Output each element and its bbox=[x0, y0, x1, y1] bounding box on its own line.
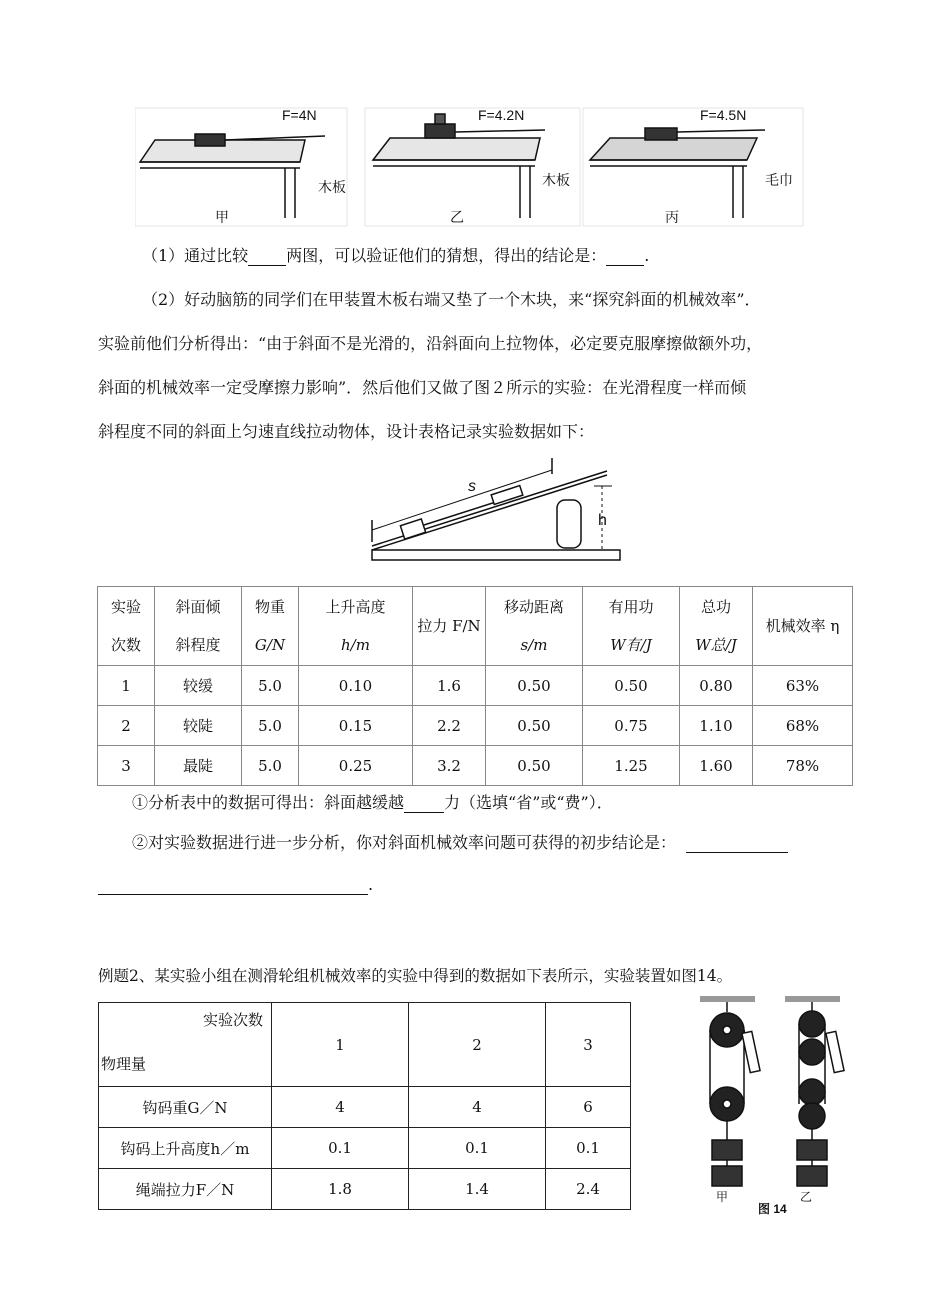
pulley-label-right: 乙 bbox=[800, 1190, 813, 1204]
table-cell: 6 bbox=[546, 1087, 631, 1128]
q1-part-c: . bbox=[644, 246, 650, 265]
question-2-line-2: 实验前他们分析得出：“由于斜面不是光滑的，沿斜面向上拉物体，必定要克服摩擦做额外功， bbox=[98, 334, 763, 353]
table-cell: 4 bbox=[409, 1087, 546, 1128]
figure-14-caption: 图 14 bbox=[758, 1202, 787, 1216]
pulley-label-left: 甲 bbox=[716, 1190, 729, 1204]
q1-part-b: 两图，可以验证他们的猜想，得出的结论是： bbox=[286, 246, 607, 265]
force-label-3: F=4.5N bbox=[700, 107, 747, 123]
table-cell: 3.2 bbox=[413, 746, 486, 786]
question-2-line-3: 斜面的机械效率一定受摩擦力影响”．然后他们又做了图２所示的实验：在光滑程度一样而倾 bbox=[98, 378, 747, 397]
surface-label-2: 木板 bbox=[542, 172, 570, 188]
question-4-line-2 bbox=[98, 875, 373, 895]
q4-blank-1 bbox=[686, 836, 788, 853]
header-cell: 物重 G/N bbox=[242, 587, 299, 666]
question-1 bbox=[142, 246, 649, 266]
table-cell: 5.0 bbox=[242, 666, 299, 706]
table-header-row bbox=[98, 587, 853, 666]
table-cell: 0.80 bbox=[680, 666, 753, 706]
table-cell: 4 bbox=[272, 1087, 409, 1128]
table-row bbox=[99, 1128, 631, 1169]
header-cell: 实验 次数 bbox=[98, 587, 155, 666]
label-s: s bbox=[468, 478, 476, 495]
q3-part-b: 力（选填“省”或“费”）． bbox=[444, 793, 613, 812]
q3-blank bbox=[404, 796, 444, 813]
table-row bbox=[99, 1169, 631, 1210]
header-cell: 拉力 F/N bbox=[413, 587, 486, 666]
force-label-2: F=4.2N bbox=[478, 107, 525, 123]
question-4 bbox=[132, 833, 788, 853]
label-h: h bbox=[598, 512, 607, 529]
row-label: 钩码重G／N bbox=[99, 1087, 272, 1128]
q1-part-a: （1）通过比较 bbox=[142, 246, 249, 265]
table-cell: 1.60 bbox=[680, 746, 753, 786]
table-cell: 0.50 bbox=[486, 746, 583, 786]
surface-label-1: 木板 bbox=[318, 179, 346, 195]
table-row bbox=[98, 666, 853, 706]
q4-part-a: ②对实验数据进行进一步分析，你对斜面机械效率问题可获得的初步结论是： bbox=[132, 833, 677, 852]
table-cell: 2.4 bbox=[546, 1169, 631, 1210]
table-row bbox=[98, 706, 853, 746]
table-cell: 0.75 bbox=[583, 706, 680, 746]
table-cell: 68% bbox=[753, 706, 853, 746]
table-cell: 63% bbox=[753, 666, 853, 706]
header-cell: 斜面倾 斜程度 bbox=[155, 587, 242, 666]
table-cell: 0.50 bbox=[583, 666, 680, 706]
row-label: 绳端拉力F／N bbox=[99, 1169, 272, 1210]
header-cell: 1 bbox=[272, 1003, 409, 1087]
table-header-row bbox=[99, 1003, 631, 1087]
table-cell: 78% bbox=[753, 746, 853, 786]
table-cell: 1.4 bbox=[409, 1169, 546, 1210]
q3-part-a: ①分析表中的数据可得出：斜面越缓越 bbox=[132, 793, 405, 812]
panel-name-1: 甲 bbox=[215, 209, 229, 225]
table-cell: 0.1 bbox=[546, 1128, 631, 1169]
corner-top-label: 实验次数 bbox=[202, 1011, 263, 1029]
header-cell: 移动距离 s/m bbox=[486, 587, 583, 666]
q4-part-b: . bbox=[368, 875, 374, 894]
inclined-plane-drawing bbox=[362, 450, 622, 568]
table-cell: 0.10 bbox=[299, 666, 413, 706]
corner-bottom-label: 物理量 bbox=[101, 1055, 147, 1073]
figure-inclined-plane bbox=[362, 450, 622, 568]
table-row bbox=[98, 746, 853, 786]
q1-blank-2 bbox=[606, 249, 644, 266]
header-cell: 机械效率 η bbox=[753, 587, 853, 666]
table-cell: 较缓 bbox=[155, 666, 242, 706]
table-cell: 3 bbox=[98, 746, 155, 786]
table-cell: 1.25 bbox=[583, 746, 680, 786]
corner-header-cell bbox=[99, 1003, 272, 1087]
header-cell: 上升高度 h/m bbox=[299, 587, 413, 666]
pulley-systems-drawing bbox=[690, 992, 860, 1212]
question-3 bbox=[132, 793, 613, 813]
question-2-line-1: （2）好动脑筋的同学们在甲装置木板右端又垫了一个木块，来“探究斜面的机械效率”． bbox=[142, 290, 761, 309]
header-cell: 2 bbox=[409, 1003, 546, 1087]
table-cell: 较陡 bbox=[155, 706, 242, 746]
table-cell: 1.10 bbox=[680, 706, 753, 746]
panel-name-3: 丙 bbox=[665, 209, 679, 225]
table-cell: 5.0 bbox=[242, 706, 299, 746]
example-2-text: 例题2、某实验小组在测滑轮组机械效率的实验中得到的数据如下表所示，实验装置如图14。 bbox=[98, 967, 733, 985]
q4-blank-2 bbox=[98, 878, 368, 895]
header-cell: 总功 W总/J bbox=[680, 587, 753, 666]
table-cell: 1.8 bbox=[272, 1169, 409, 1210]
table-cell: 0.25 bbox=[299, 746, 413, 786]
incline-data-table bbox=[97, 586, 853, 786]
force-label-1: F=4N bbox=[282, 107, 317, 123]
table-cell: 0.1 bbox=[272, 1128, 409, 1169]
q1-blank-1 bbox=[248, 249, 286, 266]
table-cell: 最陡 bbox=[155, 746, 242, 786]
figure-pulley-systems bbox=[690, 992, 860, 1212]
table-cell: 2.2 bbox=[413, 706, 486, 746]
surface-label-3: 毛巾 bbox=[765, 172, 793, 188]
table-cell: 1.6 bbox=[413, 666, 486, 706]
table-cell: 0.50 bbox=[486, 706, 583, 746]
table-row bbox=[99, 1087, 631, 1128]
table-cell: 2 bbox=[98, 706, 155, 746]
header-cell: 有用功 W有/J bbox=[583, 587, 680, 666]
table-cell: 5.0 bbox=[242, 746, 299, 786]
row-label: 钩码上升高度h／m bbox=[99, 1128, 272, 1169]
panel-name-2: 乙 bbox=[450, 209, 464, 225]
pulley-data-table bbox=[98, 1002, 631, 1210]
table-cell: 0.15 bbox=[299, 706, 413, 746]
question-2-line-4: 斜程度不同的斜面上匀速直线拉动物体，设计表格记录实验数据如下： bbox=[98, 422, 595, 441]
table-cell: 1 bbox=[98, 666, 155, 706]
table-cell: 0.50 bbox=[486, 666, 583, 706]
table-cell: 0.1 bbox=[409, 1128, 546, 1169]
header-cell: 3 bbox=[546, 1003, 631, 1087]
